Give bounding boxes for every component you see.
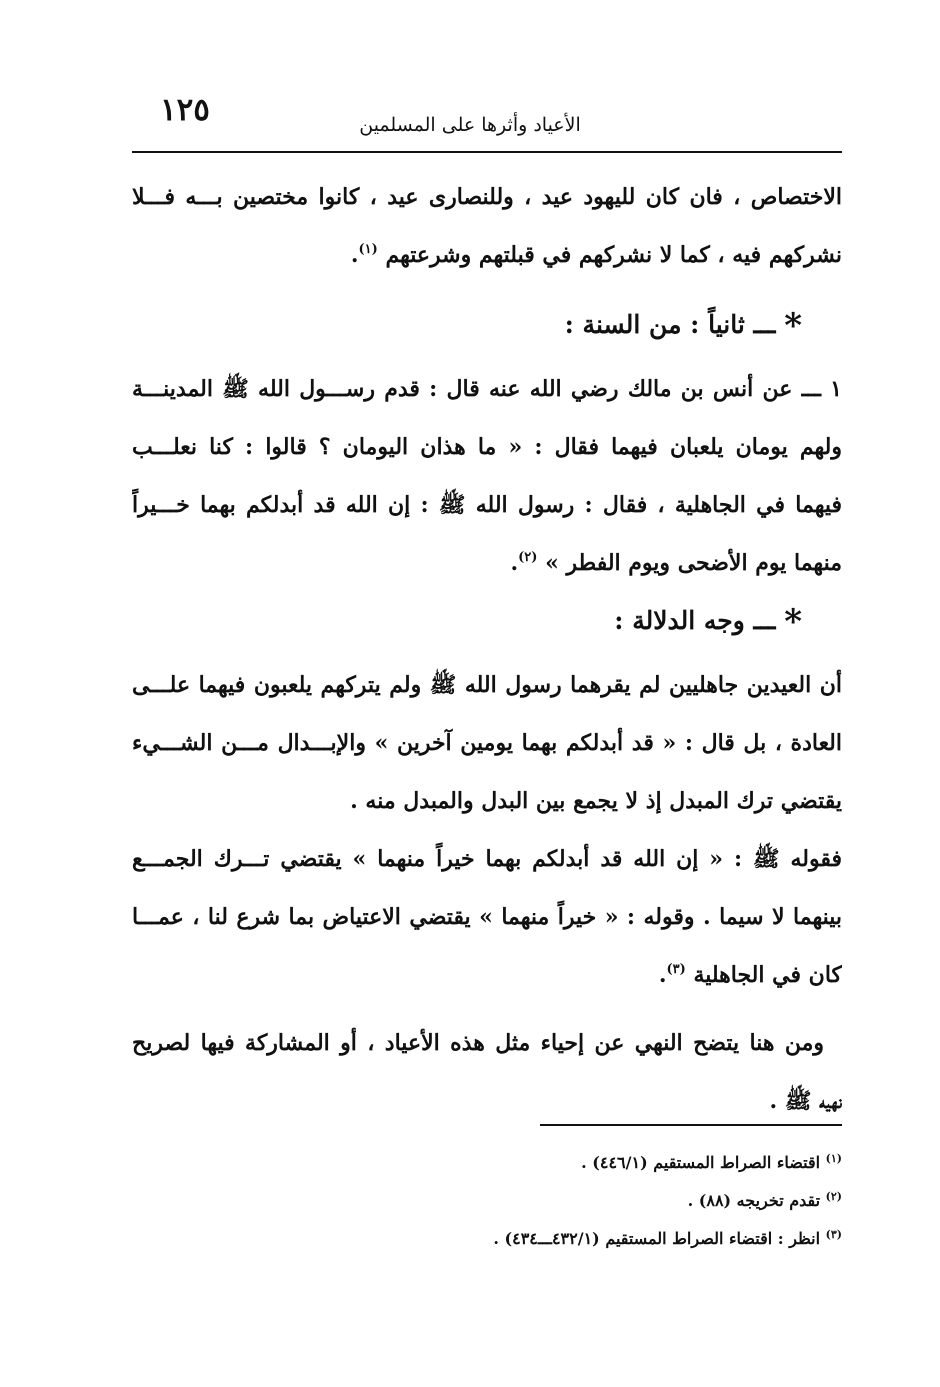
star-icon: * bbox=[784, 602, 802, 642]
page-number: ١٢٥ bbox=[160, 92, 210, 128]
footnote-2 bbox=[132, 1178, 842, 1216]
footnote-ref-1[interactable]: (١) bbox=[358, 242, 378, 257]
paragraph-1-line-2 bbox=[132, 226, 842, 284]
header-rule bbox=[132, 151, 842, 153]
hadith-1-text: منهما يوم الأضحى ويوم الفطر » bbox=[545, 550, 842, 576]
footnote-1 bbox=[132, 1140, 842, 1178]
paragraph-1-end: . bbox=[350, 242, 359, 268]
footnote-text: انظر : اقتضاء الصراط المستقيم (٤٣٢/١ـــ٤٣٤) . bbox=[493, 1229, 821, 1248]
hadith-1-line-4 bbox=[132, 534, 842, 592]
section-heading-sunnah-text: ـــ ثانياً : من السنة : bbox=[564, 310, 776, 339]
footnote-ref-3[interactable]: (٣) bbox=[666, 962, 686, 977]
paragraph-1-line-1: الاختصاص ، فان كان لليهود عيد ، وللنصارى عيد ، كانوا مختصين بـــه فـــلا bbox=[132, 184, 842, 210]
footnote-mark: (٣) bbox=[825, 1228, 842, 1241]
footnote-ref-2[interactable]: (٢) bbox=[518, 550, 538, 565]
hadith-1-line-3: فيهما في الجاهلية ، فقال : رسول الله ﷺ : إن الله قد أبدلكم بهما خـــيراً bbox=[132, 492, 842, 518]
footnotes bbox=[132, 1140, 842, 1254]
paragraph-1-text: نشركهم فيه ، كما لا نشركهم في قبلتهم وشرعتهم bbox=[385, 242, 842, 268]
star-icon: * bbox=[784, 306, 802, 346]
hadith-1-end: . bbox=[510, 550, 519, 576]
section-heading-sunnah bbox=[132, 296, 842, 354]
paragraph-4-line-1: ومن هنا يتضح النهي عن إحياء مثل هذه الأعياد ، أو المشاركة فيها لصريح bbox=[132, 1030, 824, 1056]
footnote-rule bbox=[540, 1124, 842, 1126]
footnote-mark: (٢) bbox=[825, 1190, 842, 1203]
section-heading-evidence-text: ـــ وجه الدلالة : bbox=[614, 606, 776, 635]
footnote-mark: (١) bbox=[825, 1152, 842, 1165]
paragraph-3-text: كان في الجاهلية bbox=[693, 962, 842, 988]
footnote-3 bbox=[132, 1216, 842, 1254]
paragraph-3-end: . bbox=[658, 962, 667, 988]
hadith-1-line-2: ولهم يومان يلعبان فيهما فقال : « ما هذان اليومان ؟ قالوا : كنا نعلـــب bbox=[132, 434, 842, 460]
paragraph-2-line-1: أن العيدين جاهليين لم يقرهما رسول الله ﷺ ولم يتركهم يلعبون فيهما علـــى bbox=[132, 672, 842, 698]
paragraph-3-line-3 bbox=[132, 946, 842, 1004]
paragraph-2-line-3: يقتضي ترك المبدل إذ لا يجمع بين البدل والمبدل منه . bbox=[350, 788, 842, 814]
hadith-1-line-1: ١ ـــ عن أنس بن مالك رضي الله عنه قال : قدم رســـول الله ﷺ المدينـــة bbox=[132, 376, 842, 402]
footnote-text: تقدم تخريجه (٨٨) . bbox=[687, 1191, 821, 1210]
section-heading-evidence bbox=[132, 592, 842, 650]
footnote-text: اقتضاء الصراط المستقيم (٤٤٦/١) . bbox=[581, 1153, 821, 1172]
paragraph-3-line-1: فقوله ﷺ : « إن الله قد أبدلكم بهما خيراً منهما » يقتضي تـــرك الجمـــع bbox=[132, 846, 842, 872]
paragraph-4-line-2: نهيه ﷺ . bbox=[769, 1088, 842, 1114]
paragraph-2-line-2: العادة ، بل قال : « قد أبدلكم بهما يومين آخرين » والإبـــدال مـــن الشـــيء bbox=[132, 730, 842, 756]
paragraph-3-line-2: بينهما لا سيما . وقوله : « خيراً منهما » يقتضي الاعتياض بما شرع لنا ، عمـــا bbox=[132, 904, 842, 930]
main-text bbox=[132, 168, 842, 1130]
running-title: الأعياد وأثرها على المسلمين bbox=[359, 114, 581, 136]
